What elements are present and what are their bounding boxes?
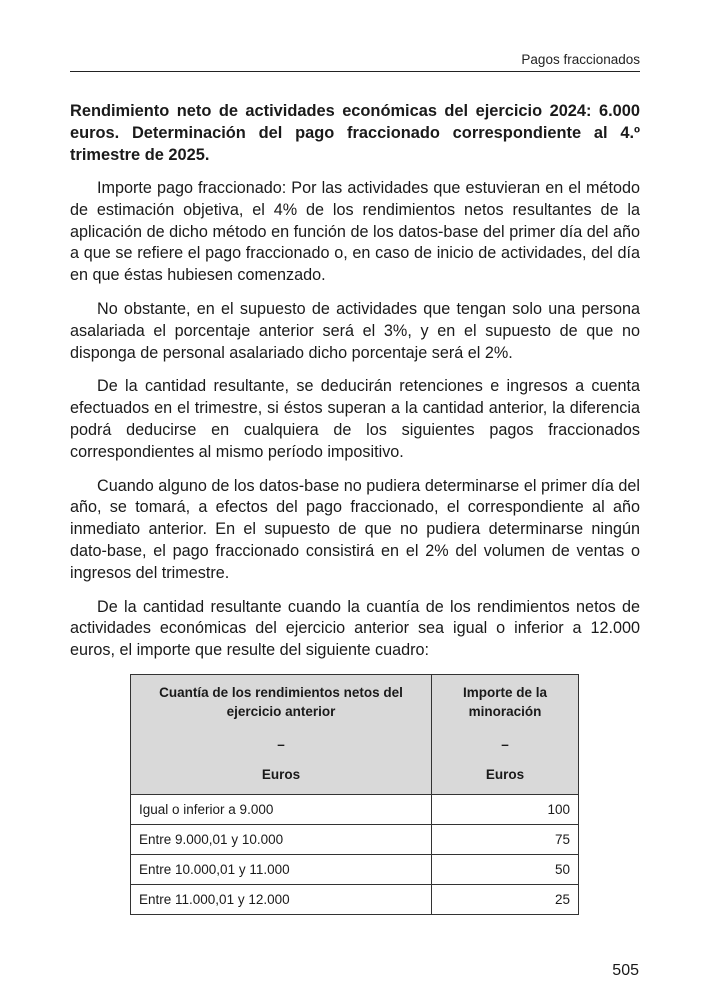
paragraph-1: Importe pago fraccionado: Por las actividades que estuvieran en el método de estimación objetiva, el 4% de los rendimientos netos resultantes de la aplicación de dicho método en función de los datos-base del primer día del año a que se refiere el pago fraccionado o, en caso de inicio de actividades, del día en que éstas hubiesen comenzado.	[70, 179, 640, 285]
table-row	[131, 794, 579, 824]
table-header-reduction	[432, 674, 579, 794]
paragraph-5: De la cantidad resultante cuando la cuantía de los rendimientos netos de actividades económicas del ejercicio anterior sea igual o inferior a 12.000 euros, el importe que resulte del siguiente cuadro:	[70, 597, 640, 660]
table-cell-range: Entre 10.000,01 y 11.000	[131, 854, 432, 884]
table-cell-range: Entre 11.000,01 y 12.000	[131, 884, 432, 914]
paragraph-2: No obstante, en el supuesto de actividades que tengan solo una persona asalariada el porcentaje anterior será el 3%, y en el supuesto de que no disponga de personal asalariado dicho porcentaje será el 2%.	[70, 299, 640, 362]
table-header-row	[131, 674, 579, 794]
table-header-income	[131, 674, 432, 794]
running-header: Pagos fraccionados	[521, 52, 640, 67]
table-cell-amount: 75	[432, 824, 579, 854]
header-reduction-dash: –	[501, 736, 509, 752]
table-cell-range: Entre 9.000,01 y 10.000	[131, 824, 432, 854]
header-rule	[70, 71, 640, 72]
header-reduction-unit: Euros	[485, 766, 525, 782]
header-income-title: Cuantía de los rendimientos netos del ejercicio anterior	[159, 684, 403, 719]
table-cell-amount: 25	[432, 884, 579, 914]
deduction-table	[130, 674, 579, 915]
page-content	[70, 100, 640, 915]
header-income-unit: Euros	[261, 766, 301, 782]
paragraph-4: Cuando alguno de los datos-base no pudiera determinarse el primer día del año, se tomará, a efectos del pago fraccionado, el correspondiente al año inmediato anterior. En el supuesto de que no pudiera determinarse ningún dato-base, el pago fraccionado consistirá en el 2% del volumen de ventas o ingresos del trimestre.	[70, 476, 640, 582]
table-cell-amount: 100	[432, 794, 579, 824]
table-row	[131, 884, 579, 914]
header-income-dash: –	[277, 736, 285, 752]
table-row	[131, 824, 579, 854]
table-cell-amount: 50	[432, 854, 579, 884]
section-heading: Rendimiento neto de actividades económicas del ejercicio 2024: 6.000 euros. Determinación del pago fraccionado correspondiente al 4.º trimestre de 2025.	[70, 102, 640, 164]
header-reduction-title: Importe de la minoración	[462, 684, 548, 719]
table-row	[131, 854, 579, 884]
paragraph-3: De la cantidad resultante, se deducirán retenciones e ingresos a cuenta efectuados en el trimestre, si éstos superan a la cantidad anterior, la diferencia podrá deducirse en cualquiera de los siguientes pagos fraccionados correspondientes al mismo período impositivo.	[70, 377, 640, 461]
table-cell-range: Igual o inferior a 9.000	[131, 794, 432, 824]
page-number: 505	[612, 962, 639, 979]
